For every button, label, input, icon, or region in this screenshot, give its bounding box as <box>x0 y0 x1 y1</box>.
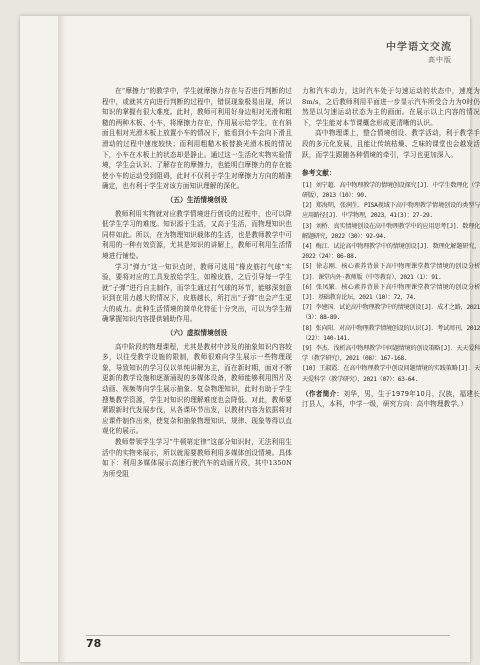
reference-item: [9] 李杰．浅析高中物理教学中问题情境的创设策略[J]．天天爱科学（教学研究），2021（08）：167-168. <box>302 345 480 363</box>
section-heading: （五）生活情境创设 <box>166 195 228 204</box>
body-paragraph: 在“摩擦力”的教学中，学生就摩擦力存在与否进行判断的过程中，或就其方向进行判断的过程中，错误现象极易出现，所以知识的掌握有很大难度。此时，教师可利用好身边相对光滑和粗糙的两种木板、小车，将摩擦力存在，作用展示给学生，在有斜面且相对光滑木板上放置小车的情况下，能看到小车会向下滑且滑动的过程中速度较快；而利用粗糙木板替换光滑木板的情况下，小车在木板上的状态却是静止。通过这一生活化实物实验情境，学生会认识、了解存在的摩擦力，也能明白摩擦力的存在能使小车的运动受到阻碍，此时不仅利于学生对摩擦力方向的精准确定，也有利于学生对该方面知识理解的深化。 <box>102 87 292 191</box>
body-paragraph: 力和汽车动力，这时汽车处于匀速运动的状态中，速度为8m/s，之后教师利用平面进一步显示汽车所受合力为0时仍然是以匀速运动状态为主的画面。在展示以上内容的情况下，学生能对本节课概念形成更清晰的认识。 <box>302 87 480 127</box>
reference-item: [8] 张向阳．对高中物理教学情境创设的认识[J]．考试周刊，2012（22）：140-141. <box>302 324 480 342</box>
author-bio-label: （作者简介： <box>302 389 344 398</box>
reference-item: [3] 刘桥．真实情境创设在高中物理教学中的应用思考[J]．数理化解题研究，2022（30）：92-94. <box>302 222 480 240</box>
magazine-header <box>386 38 452 65</box>
reference-item: [4] 梅江．试论高中物理教学中的情境创设[J]．数理化解题研究，2022（24）：86-88. <box>302 242 480 261</box>
footer-divider <box>86 635 450 636</box>
reference-item: [5] 徐志刚．核心素养背景下高中物理课堂教学情境的创设分析[J]．课堂内外·教师版（中等教育），2021（1）：91. <box>302 263 480 281</box>
author-bio-text: 刘华，男，生于1979年10月，汉族，福建长汀县人，本科，中学一级，研究方向：高中物理教学。） <box>302 389 480 409</box>
body-paragraph: 教师利用实物就对应教学情境进行创设的过程中，也可以降低学生学习的难度。知识源于生活，又高于生活，而物理知识也同样如此。所以，在为物理知识载体的生活，也是教师教学中可利用的一种有效资源，尤其是知识的讲解上，教师可利用生活情境进行铺垫。 <box>102 209 292 260</box>
reference-item: [6] 张凤繁．核心素养背景下高中物理课堂教学情境的创设分析[J]．基础教育论坛，2021（10）：72，74. <box>302 283 480 301</box>
magazine-subtitle: 高中版 <box>428 56 452 64</box>
section-heading: （六）虚拟情境创设 <box>166 329 228 338</box>
body-paragraph: 教师带领学生学习“牛顿第定律”这部分知识时，无法利用生活中的实物来展示，所以就需要教师利用多媒体创设情境。具体如下：利用多媒体展示高速行驶汽车的动画片段，其中1350N为所受阻 <box>102 438 292 478</box>
document-page <box>20 16 480 662</box>
reference-item: [10] 王淑霞．在高中物理教学中创设问题情境的实践策略[J]．天天爱科学（教学研究），2021（07）：63-64. <box>302 365 480 383</box>
reference-item: [2] 郑海明，张润生．PISA视域下高中物理教学情境创设的类型与应用路径[J]．中学物理，2023，41(3)：27-29. <box>302 202 480 220</box>
body-paragraph: 学习“弹力”这一知识点时，教师可选用“橡皮筋打气球”实验，要将对应的工具发放给学生，如橡皮筋，之后引导每一学生就“子弹”进行自主制作，而学生通过打气球的环节，能够深刻意识到在用力越大的情况下，皮筋越长，所打出“子弹”也会产生更大的威力。此种生活情境的简单化特征十分突出，可以为学生精确掌握知识内容提供辅助作用。 <box>102 262 292 324</box>
author-bio <box>302 389 480 410</box>
page-spine-shadow <box>58 16 66 662</box>
magazine-title: 中学语文交流 <box>386 42 452 53</box>
page-number: 78 <box>86 637 102 650</box>
reference-item: [1] 刘宁超．高中物理教学的情境创设探究[J]．中学生数理化（学研版），2013（10）：90. <box>302 181 480 199</box>
references-heading: 参考文献： <box>302 169 336 178</box>
right-column <box>302 86 480 410</box>
body-paragraph: 高中物理课上，整合情境创设、教学活动，利于教学手段的多元化发展，且能让传统枯燥、乏味的课堂也会越发活跃，而学生跟随各种情境的牵引，学习也更加深入。 <box>302 129 480 159</box>
left-column <box>102 86 292 479</box>
reference-item: [7] 李建国．试论高中物理教学中的情境创设[J]．成才之路，2021（3）：88-89. <box>302 304 480 322</box>
body-paragraph: 高中阶段的物理课程，尤其是教材中涉及的抽象知识内容较多，以往受教学设施的限制，教师很难向学生展示一些物理现象，导致知识的学习仅以单纯讲解为主，而在新时期，面对不断更新的教学设施和逐渐涌现的多媒体设备，教师能够利用图片及动画、视频等向学生展示抽象、复杂物理知识，此时有助于学生搜集教学资源，学生对知识的理解难度也会降低。对此，教师要紧跟新时代发展步伐，从各课环节出发，以教材内容为依据将对应课件制作出来，使复杂和抽象物理知识、规律、现象等得以直观化的展示。 <box>102 342 292 436</box>
